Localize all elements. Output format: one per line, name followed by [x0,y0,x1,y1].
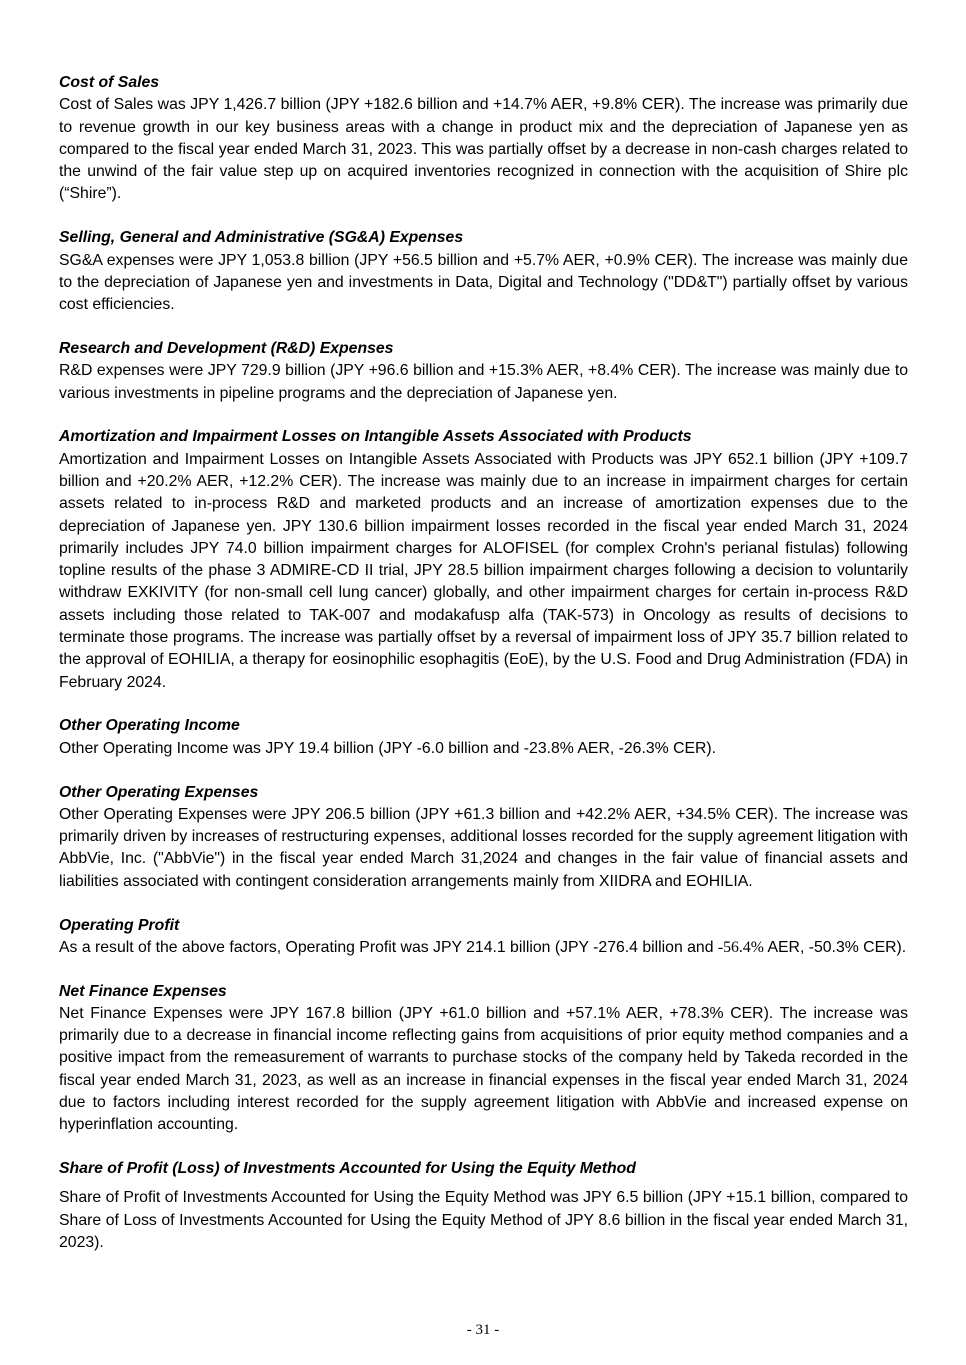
section-paragraph: Net Finance Expenses were JPY 167.8 billion (JPY +61.0 billion and +57.1% AER, +78.3% CER). The increase was primarily due to a decrease in financial income reflecting gains from acquisitions of prior equity method companies and a positive impact from the remeasurement of warrants to purchase stocks of the company held by Takeda recorded in the fiscal year ended March 31, 2023, as well as an increase in financial expenses in the fiscal year ended March 31, 2024 due to factors including interest recorded for the supply agreement litigation with AbbVie and increased expense on hyperinflation accounting. [59,1004,908,1134]
document-body [59,72,908,1276]
section-heading: Operating Profit [59,916,180,934]
section-other-operating-income [59,715,908,760]
paragraph-serif-value: -56.4% [717,938,764,956]
section-paragraph [59,937,908,959]
section-paragraph: Other Operating Expenses were JPY 206.5 billion (JPY +61.3 billion and +42.2% AER, +34.5% CER). The increase was primarily driven by increases of restructuring expenses, additional losses recorded for the supply agreement litigation with AbbVie, Inc. ("AbbVie") in the fiscal year ended March 31,2024 and changes in the fair value of financial assets and liabilities associated with contingent consideration arrangements mainly from XIIDRA and EOHILIA. [59,805,908,890]
section-heading: Research and Development (R&D) Expenses [59,339,394,357]
section-heading: Net Finance Expenses [59,982,227,1000]
section-amortization-impairment [59,426,908,694]
section-heading: Other Operating Income [59,717,240,735]
section-rd-expenses [59,338,908,405]
section-paragraph: Amortization and Impairment Losses on Intangible Assets Associated with Products was JPY 652.1 billion (JPY +109.7 billion and +20.2% AER, +12.2% CER). The increase was mainly due to an increase in impairment charges for certain assets related to in-process R&D and marketed products and an increase of amortization expenses due to the depreciation of Japanese yen. JPY 130.6 billion impairment losses recorded in the fiscal year ended March 31, 2024 primarily includes JPY 74.0 billion impairment charges for ALOFISEL (for complex Crohn's perianal fistulas) following topline results of the phase 3 ADMIRE-CD II trial, JPY 28.5 billion impairment charges following a decision to voluntarily withdraw EXKIVITY (for non-small cell lung cancer) globally, and other impairment charges for certain in-process R&D assets including those related to TAK-007 and modakafusp alfa (TAK-573) in Oncology as results of decisions to terminate those programs. The increase was partially offset by a reversal of impairment loss of JPY 35.7 billion related to the approval of EOHILIA, a therapy for eosinophilic esophagitis (EoE), by the U.S. Food and Drug Administration (FDA) in February 2024. [59,450,908,691]
section-other-operating-expenses [59,782,908,893]
section-paragraph: Share of Profit of Investments Accounted for Using the Equity Method was JPY 6.5 billion (JPY +15.1 billion, compared to Share of Loss of Investments Accounted for Using the Equity Method of JPY 8.6 billion in the fiscal year ended March 31, 2023). [59,1189,908,1252]
paragraph-text-part: As a result of the above factors, Operating Profit was JPY 214.1 billion (JPY -276.4 billion and [59,938,718,956]
section-operating-profit [59,915,908,960]
section-heading: Other Operating Expenses [59,783,259,801]
section-heading: Amortization and Impairment Losses on Intangible Assets Associated with Products [59,428,692,446]
section-heading: Share of Profit (Loss) of Investments Accounted for Using the Equity Method [59,1160,636,1178]
section-heading: Selling, General and Administrative (SG&A) Expenses [59,229,464,247]
paragraph-text-part: AER, -50.3% CER). [763,938,907,956]
section-paragraph: SG&A expenses were JPY 1,053.8 billion (JPY +56.5 billion and +5.7% AER, +0.9% CER). The increase was mainly due to the depreciation of Japanese yen and investments in Data, Digital and Technology ("DD&T") partially offset by various cost efficiencies. [59,251,908,314]
section-cost-of-sales [59,72,908,206]
section-heading: Cost of Sales [59,74,160,91]
page-number: - 31 - [466,1322,500,1338]
section-sga-expenses [59,227,908,316]
section-paragraph: R&D expenses were JPY 729.9 billion (JPY +96.6 billion and +15.3% AER, +8.4% CER). The increase was mainly due to various investments in pipeline programs and the depreciation of Japanese yen. [59,362,908,402]
section-paragraph: Cost of Sales was JPY 1,426.7 billion (JPY +182.6 billion and +14.7% AER, +9.8% CER). The increase was primarily due to revenue growth in our key business areas with a change in product mix and the depreciation of Japanese yen as compared to the fiscal year ended March 31, 2023. This was partially offset by a decrease in non-cash charges related to the unwind of the fair value step up on acquired inventories recognized in connection with the acquisition of Shire plc (“Shire”). [59,96,908,203]
section-paragraph: Other Operating Income was JPY 19.4 billion (JPY -6.0 billion and -23.8% AER, -26.3% CER). [59,739,717,757]
section-net-finance-expenses [59,981,908,1137]
section-equity-method [59,1158,908,1254]
